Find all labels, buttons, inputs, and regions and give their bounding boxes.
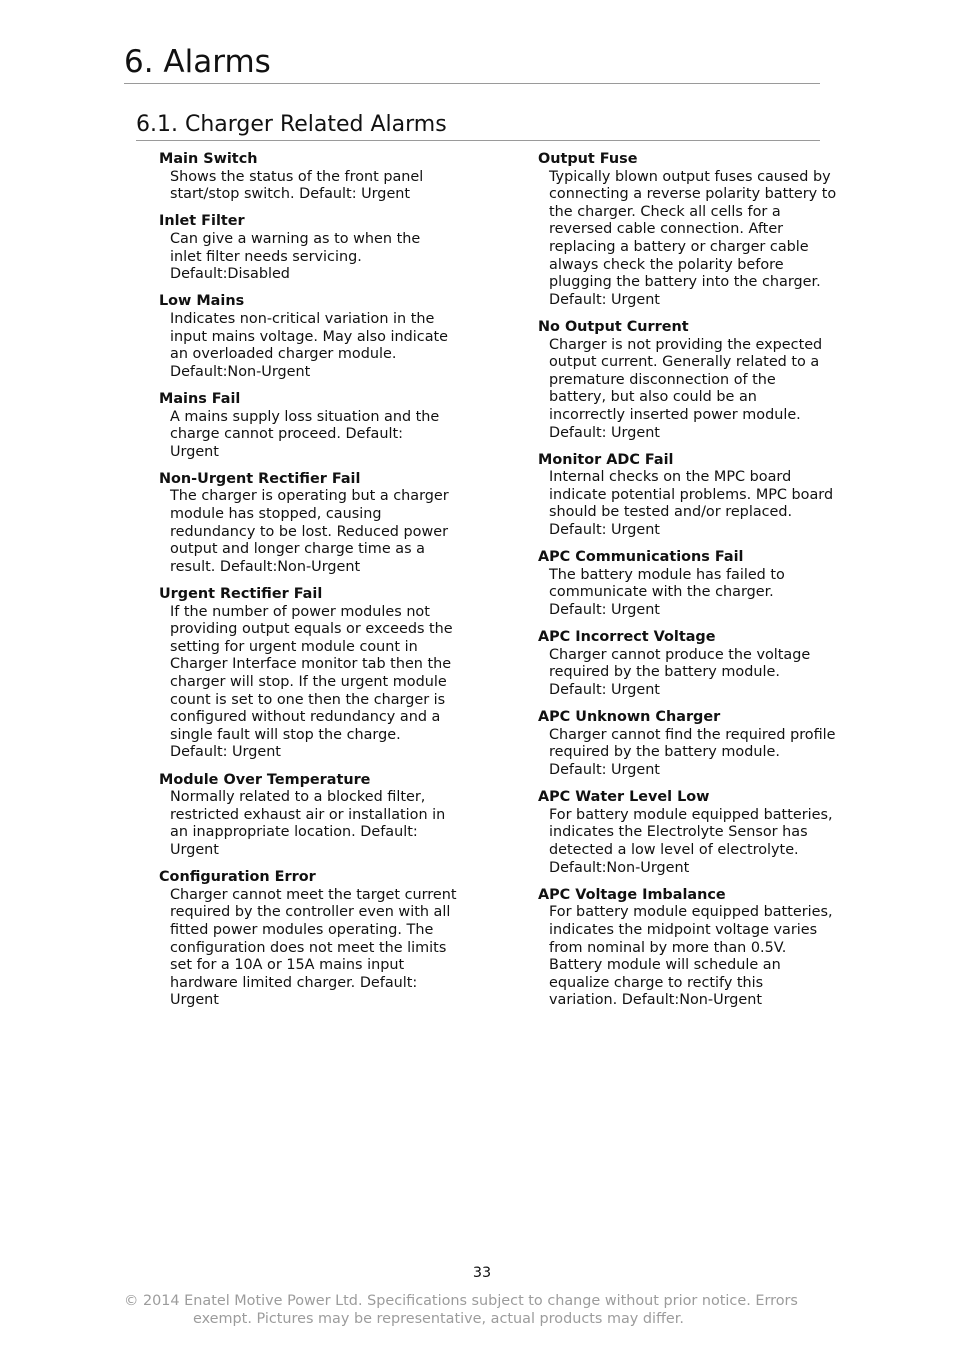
description-line: Default:Non-Urgent <box>549 859 690 876</box>
description-line: always check the polarity before <box>549 256 784 273</box>
description-line: Shows the status of the front panel <box>170 168 424 185</box>
description-line: A mains supply loss situation and the <box>170 408 440 425</box>
description-line: premature disconnection of the <box>549 371 776 388</box>
description-line: redundancy to be lost. Reduced power <box>170 523 448 540</box>
alarm-title: Mains Fail <box>159 390 241 407</box>
description-line: equalize charge to rectify this <box>549 974 764 991</box>
description-line: Charger Interface monitor tab then the <box>170 656 452 673</box>
alarm-entry <box>538 319 848 442</box>
alarm-entry <box>538 452 848 540</box>
description-line: Can give a warning as to when the <box>170 230 421 247</box>
alarm-description <box>538 807 848 877</box>
description-line: variation. Default:Non-Urgent <box>549 992 763 1009</box>
alarm-entry <box>159 471 469 577</box>
alarm-description <box>159 488 469 576</box>
alarm-description <box>159 789 469 859</box>
description-line: indicates the Electrolyte Sensor has <box>549 824 808 841</box>
description-line: Urgent <box>170 841 219 858</box>
description-line: connecting a reverse polarity battery to <box>549 186 837 203</box>
description-line: required by the battery module. <box>549 664 780 681</box>
description-line: indicates the midpoint voltage varies <box>549 921 818 938</box>
alarm-title: No Output Current <box>538 318 689 335</box>
description-line: charger will stop. If the urgent module <box>170 674 447 690</box>
description-line: single fault will stop the charge. <box>170 726 401 743</box>
description-line: Default: Urgent <box>549 424 660 441</box>
alarm-entry <box>538 887 848 1010</box>
description-line: configured without redundancy and a <box>170 709 441 726</box>
description-line: indicate potential problems. MPC board <box>549 486 834 503</box>
description-line: communicate with the charger. <box>549 584 774 601</box>
alarm-entry <box>159 869 469 1010</box>
description-line: result. Default:Non-Urgent <box>170 558 361 575</box>
description-line: Default: Urgent <box>549 602 660 619</box>
description-line: Default: Urgent <box>549 761 660 778</box>
description-line: Default: Urgent <box>170 744 281 761</box>
description-line: the charger. Check all cells for a <box>549 203 781 220</box>
alarm-title: Output Fuse <box>538 151 638 167</box>
description-line: required by the controller even with all <box>170 904 451 921</box>
description-line: Charger is not providing the expected <box>549 336 823 353</box>
description-line: Default:Non-Urgent <box>170 363 311 380</box>
page-number: 33 <box>472 1265 492 1281</box>
alarm-title: Low Mains <box>159 293 245 310</box>
description-line: an overloaded charger module. <box>170 346 397 363</box>
description-line: Internal checks on the MPC board <box>549 469 792 486</box>
alarm-entry <box>159 213 469 283</box>
left-column <box>159 151 469 1019</box>
alarm-title: Inlet Filter <box>159 213 245 230</box>
description-line: Normally related to a blocked filter, <box>170 789 426 806</box>
alarm-description <box>159 887 469 1010</box>
alarm-title: Non-Urgent Rectifier Fail <box>159 470 361 487</box>
alarm-description <box>538 567 848 620</box>
alarm-title: APC Water Level Low <box>538 789 710 806</box>
description-line: Indicates non-critical variation in the <box>170 310 435 327</box>
alarm-description <box>538 727 848 780</box>
description-line: Default: Urgent <box>549 522 660 539</box>
description-line: Default: Urgent <box>549 682 660 698</box>
alarm-description <box>159 169 469 204</box>
description-line: reversed cable connection. After <box>549 221 784 238</box>
description-line: fitted power modules operating. The <box>170 921 434 938</box>
section-heading: 6.1. Charger Related Alarms <box>136 111 820 141</box>
alarm-title: Urgent Rectifier Fail <box>159 586 323 603</box>
alarm-title: APC Communications Fail <box>538 549 744 566</box>
alarm-description <box>159 604 469 762</box>
alarm-description <box>538 337 848 443</box>
description-line: Charger cannot find the required profile <box>549 726 836 743</box>
alarm-entry <box>538 789 848 877</box>
description-line: configuration does not meet the limits <box>170 939 447 956</box>
alarm-description <box>538 647 848 700</box>
description-line: If the number of power modules not <box>170 603 430 620</box>
description-line: inlet filter needs servicing. <box>170 248 362 265</box>
chapter-heading: 6. Alarms <box>124 42 820 84</box>
description-line: required by the battery module. <box>549 744 780 761</box>
description-line: should be tested and/or replaced. <box>549 504 793 521</box>
description-line: Typically blown output fuses caused by <box>549 168 831 185</box>
description-line: set for a 10A or 15A mains input <box>170 957 405 974</box>
alarm-entry <box>538 709 848 779</box>
alarm-entry <box>159 772 469 860</box>
description-line: replacing a battery or charger cable <box>549 238 809 255</box>
alarm-title: APC Unknown Charger <box>538 709 721 726</box>
description-line: For battery module equipped batteries, <box>549 904 833 921</box>
description-line: setting for urgent module count in <box>170 638 418 655</box>
description-line: incorrectly inserted power module. <box>549 406 801 423</box>
alarm-description <box>159 311 469 381</box>
description-line: count is set to one then the charger is <box>170 691 446 708</box>
alarm-entry <box>159 586 469 762</box>
description-line: Urgent <box>170 992 219 1009</box>
alarm-title: APC Voltage Imbalance <box>538 886 726 903</box>
right-column <box>538 151 848 1019</box>
alarm-entry <box>159 151 469 204</box>
description-line: hardware limited charger. Default: <box>170 974 418 991</box>
footer-notice <box>124 1292 808 1328</box>
description-line: input mains voltage. May also indicate <box>170 328 449 345</box>
alarm-entry <box>538 151 848 309</box>
description-line: start/stop switch. Default: Urgent <box>170 186 411 203</box>
description-line: Charger cannot produce the voltage <box>549 646 811 663</box>
footer-line: © 2014 Enatel Motive Power Ltd. Specifications subject to change without prior notice. Errors <box>124 1293 798 1309</box>
alarm-title: Module Over Temperature <box>159 771 371 788</box>
alarm-description <box>159 409 469 462</box>
description-line: Urgent <box>170 443 219 460</box>
alarm-title: Main Switch <box>159 151 258 167</box>
alarm-title: APC Incorrect Voltage <box>538 629 716 646</box>
description-line: Battery module will schedule an <box>549 957 781 974</box>
alarm-entry <box>159 293 469 381</box>
description-line: plugging the battery into the charger. <box>549 274 821 291</box>
alarm-description <box>159 231 469 284</box>
alarm-description <box>538 169 848 310</box>
alarm-title: Monitor ADC Fail <box>538 451 674 468</box>
description-line: an inappropriate location. Default: <box>170 824 418 841</box>
alarm-description <box>538 469 848 539</box>
description-line: module has stopped, causing <box>170 506 382 523</box>
description-line: detected a low level of electrolyte. <box>549 841 799 858</box>
description-line: output and longer charge time as a <box>170 541 425 558</box>
description-line: output current. Generally related to a <box>549 354 820 371</box>
alarm-entry <box>538 549 848 619</box>
description-line: providing output equals or exceeds the <box>170 621 453 638</box>
footer-line: exempt. Pictures may be representative, actual products may differ. <box>193 1311 684 1327</box>
alarm-description <box>538 904 848 1010</box>
description-line: battery, but also could be an <box>549 389 757 406</box>
description-line: The battery module has failed to <box>549 566 785 583</box>
description-line: For battery module equipped batteries, <box>549 806 833 823</box>
alarm-entry <box>159 391 469 461</box>
description-line: from nominal by more than 0.5V. <box>549 939 787 956</box>
description-line: Default: Urgent <box>549 291 660 308</box>
description-line: Charger cannot meet the target current <box>170 886 457 903</box>
alarm-entry <box>538 629 848 699</box>
alarm-title: Configuration Error <box>159 869 316 886</box>
description-line: restricted exhaust air or installation in <box>170 806 446 823</box>
description-line: charge cannot proceed. Default: <box>170 426 403 443</box>
description-line: Default:Disabled <box>170 266 290 283</box>
description-line: The charger is operating but a charger <box>170 488 449 505</box>
